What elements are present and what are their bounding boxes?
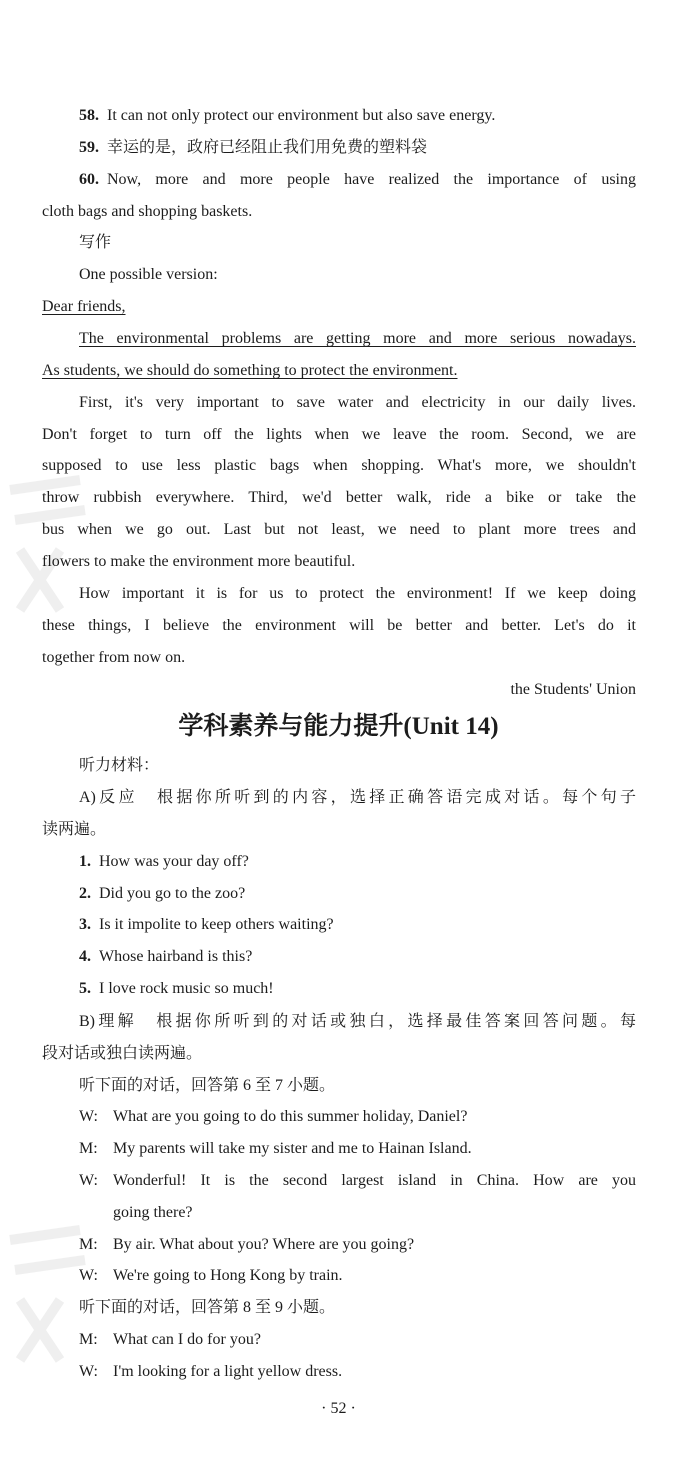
essay-p2-line-1: First, it's very important to save water and electricity in our daily lives. [79,394,636,411]
version-label: One possible version: [79,266,218,283]
part-a-instruction-line-1: A)反应 根据你所听到的内容，选择正确答语完成对话。每个句子 [79,789,636,806]
dialog-1-line-1: W: What are you going to do this summer holiday, Daniel? [79,1108,468,1125]
essay-p2-line-5: bus when we go out. Last but not least, we need to plant more trees and [42,521,636,538]
essay-p3-line-2: these things, I believe the environment will be better and better. Let's do it [42,617,636,634]
page-number: · 52 · [321,1400,356,1417]
dialog-1-line-3: Wonderful! It is the second largest island in China. How are you [113,1172,636,1189]
question-1: 1. How was your day off? [79,853,249,870]
question-3: 3. Is it impolite to keep others waiting? [79,916,334,933]
part-b-instruction-line-2: 段对话或独白读两遍。 [42,1045,203,1062]
essay-p3-line-1: How important it is for us to protect the environment! If we keep doing [79,585,636,602]
watermark-graphic-2 [0,1220,90,1370]
salutation: Dear friends, [42,298,126,315]
question-2: 2. Did you go to the zoo? [79,885,246,902]
dialog-2-line-2: W: I'm looking for a light yellow dress. [79,1363,343,1380]
dialog-1-line-2: M: My parents will take my sister and me to Hainan Island. [79,1140,472,1157]
essay-p2-line-6: flowers to make the environment more beautiful. [42,553,356,570]
part-b-instruction-line-1: B)理解 根据你所听到的对话或独白，选择最佳答案回答问题。每 [79,1013,636,1030]
question-4: 4. Whose hairband is this? [79,948,253,965]
essay-p1-line-2: As students, we should do something to protect the environment. [42,362,458,379]
answer-60-line-2: cloth bags and shopping baskets. [42,203,253,220]
essay-p2-line-4: throw rubbish everywhere. Third, we'd better walk, ride a bike or take the [42,489,636,506]
writing-heading: 写作 [79,234,112,251]
dialog-1-line-3-cont: going there? [113,1204,193,1221]
dialog-1-line-4: M: By air. What about you? Where are you going? [79,1236,415,1253]
listening-label: 听力材料： [79,757,160,774]
dialog-1-line-5: W: We're going to Hong Kong by train. [79,1267,343,1284]
essay-p2-line-3: supposed to use less plastic bags when shopping. What's more, we shouldn't [42,457,636,474]
signature: the Students' Union [510,681,636,698]
answer-59: 59. 幸运的是，政府已经阻止我们用免费的塑料袋 [79,139,428,156]
answer-58: 58. It can not only protect our environment but also save energy. [79,107,496,124]
essay-p3-line-3: together from now on. [42,649,186,666]
dialog-1-intro: 听下面的对话，回答第 6 至 7 小题。 [79,1077,336,1094]
dialog-1-line-3-speaker: W: [79,1172,98,1189]
dialog-2-intro: 听下面的对话，回答第 8 至 9 小题。 [79,1299,336,1316]
section-title: 学科素养与能力提升(Unit 14) [178,713,499,740]
question-5: 5. I love rock music so much! [79,980,274,997]
essay-p1-line-1: The environmental problems are getting more and more serious nowadays. [79,330,636,347]
answer-60-line-1: 60. Now, more and more people have realized the importance of using [79,171,636,188]
essay-p2-line-2: Don't forget to turn off the lights when we leave the room. Second, we are [42,426,636,443]
dialog-2-line-1: M: What can I do for you? [79,1331,261,1348]
part-a-instruction-line-2: 读两遍。 [42,821,107,838]
